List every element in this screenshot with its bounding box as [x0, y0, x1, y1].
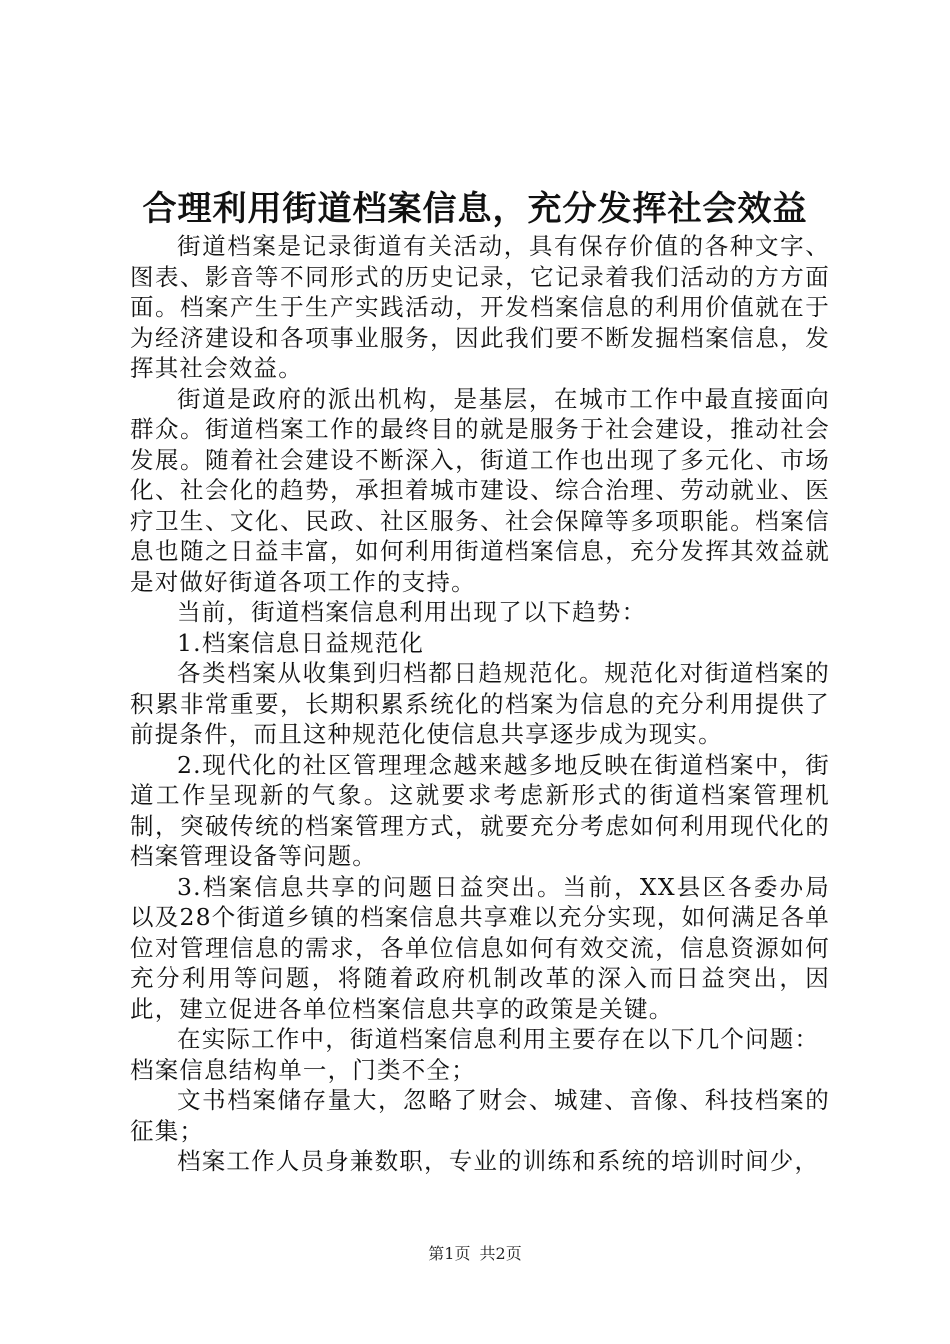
document-title: 合理利用街道档案信息，充分发挥社会效益 — [142, 189, 808, 229]
document-body — [130, 231, 830, 1177]
paragraph: 2.现代化的社区管理理念越来越多地反映在街道档案中，街道工作呈现新的气象。这就要求考虑新形式的街道档案管理机制，突破传统的档案管理方式，就要充分考虑如何利用现代化的档案管理设备等问题。 — [130, 750, 830, 870]
page-number: 第1页 — [428, 1244, 471, 1263]
paragraph: 街道档案是记录街道有关活动，具有保存价值的各种文字、图表、影音等不同形式的历史记录，它记录着我们活动的方方面面。档案产生于生产实践活动，开发档案信息的利用价值就在于为经济建设和各项事业服务，因此我们要不断发掘档案信息，发挥其社会效益。 — [130, 232, 830, 382]
paragraph: 街道是政府的派出机构，是基层，在城市工作中最直接面向群众。街道档案工作的最终目的就是服务于社会建设，推动社会发展。随着社会建设不断深入，街道工作也出现了多元化、市场化、社会化的趋势，承担着城市建设、综合治理、劳动就业、医疗卫生、文化、民政、社区服务、社会保障等多项职能。档案信息也随之日益丰富，如何利用街道档案信息，充分发挥其效益就是对做好街道各项工作的支持。 — [130, 384, 830, 596]
paragraph: 在实际工作中，街道档案信息利用主要存在以下几个问题： — [177, 1025, 820, 1053]
paragraph: 各类档案从收集到归档都日趋规范化。规范化对街道档案的积累非常重要，长期积累系统化的档案为信息的充分利用提供了前提条件，而且这种规范化使信息共享逐步成为现实。 — [130, 659, 830, 748]
paragraph: 档案信息结构单一，门类不全； — [130, 1055, 476, 1084]
list-heading: 1.档案信息日益规范化 — [177, 628, 425, 657]
page-footer — [0, 1243, 950, 1265]
paragraph: 3.档案信息共享的问题日益突出。当前，XX县区各委办局以及28个街道乡镇的档案信息共享难以充分实现，如何满足各单位对管理信息的需求，各单位信息如何有效交流，信息资源如何充分利用等问题，将随着政府机制改革的深入而日益突出，因此，建立促进各单位档案信息共享的政策是关键。 — [130, 872, 830, 1023]
page-total: 共2页 — [479, 1244, 522, 1263]
paragraph: 文书档案储存量大，忽略了财会、城建、音像、科技档案的征集； — [130, 1086, 830, 1145]
paragraph: 当前，街道档案信息利用出现了以下趋势： — [177, 598, 647, 626]
paragraph: 档案工作人员身兼数职，专业的训练和系统的培训时间少， — [177, 1147, 820, 1175]
